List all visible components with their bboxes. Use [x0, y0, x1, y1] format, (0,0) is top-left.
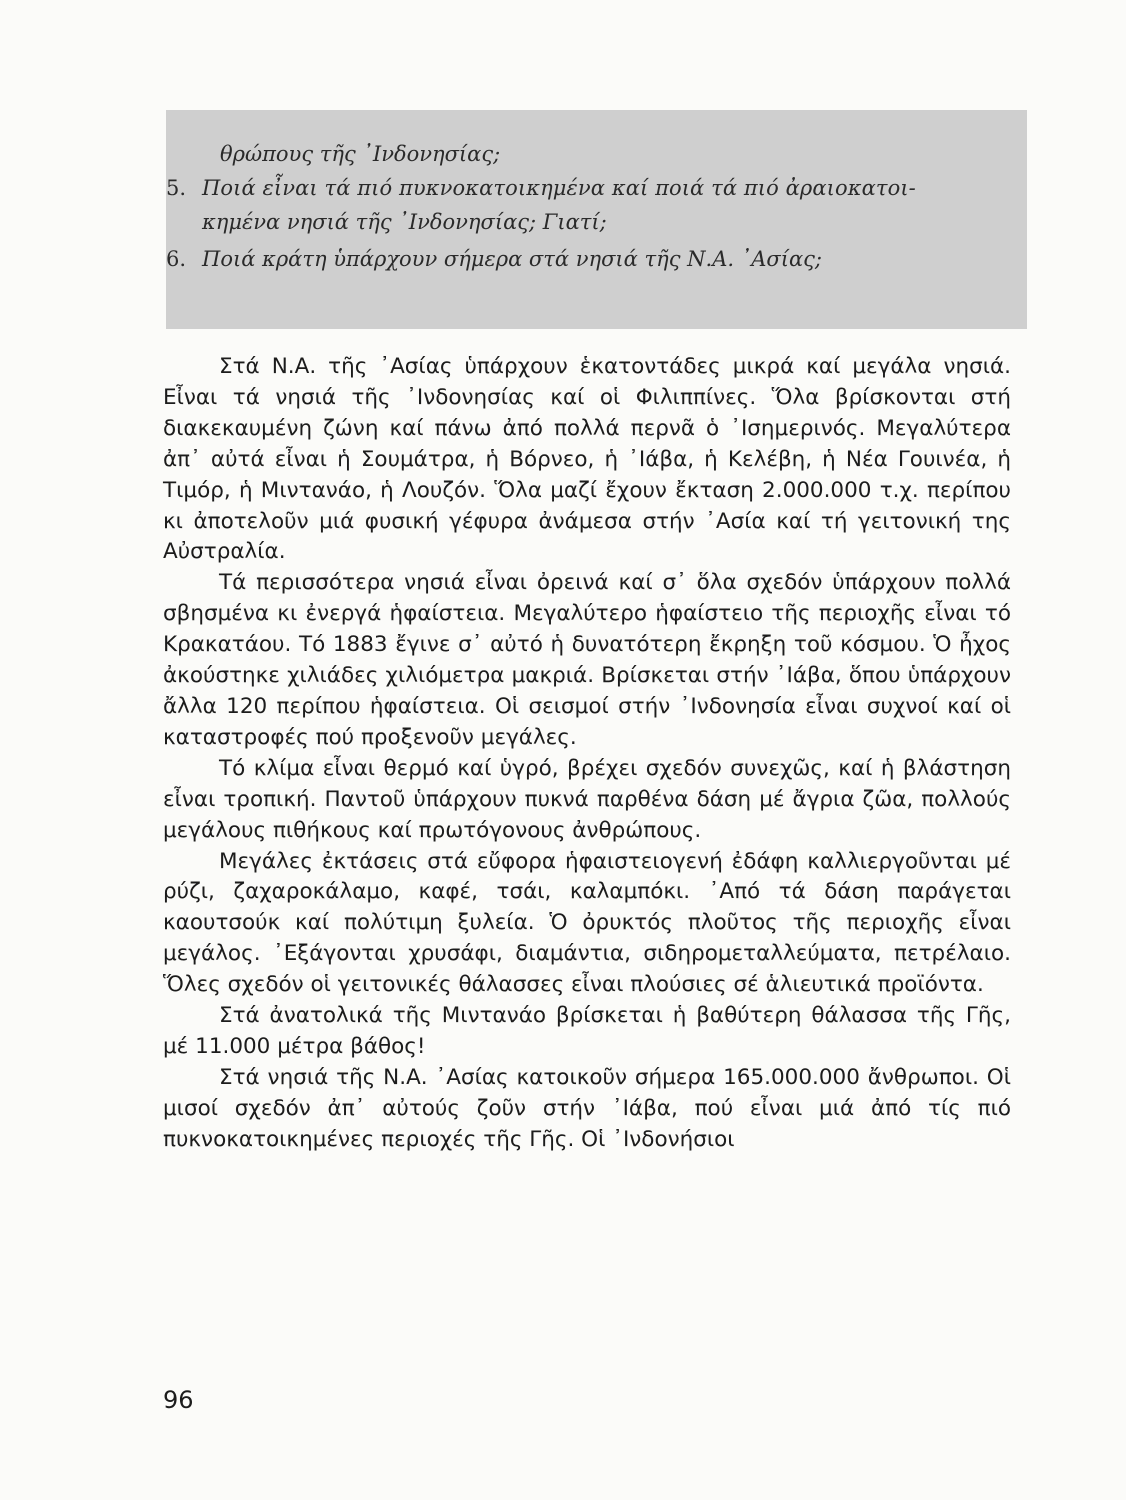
body-text [163, 352, 1011, 1156]
paragraph-islands: Στά Ν.Α. τῆς ᾿Ασίας ὑπάρχουν ἑκατοντάδες μικρά καί μεγάλα νησιά. Εἶναι τά νησιά τῆς ᾿Ινδονησίας καί οἱ Φιλιππίνες. Ὅλα βρίσκονται στή διακεκαυμένη ζώνη καί πάνω ἀπό πολλά περνᾶ ὁ ᾿Ισημερινός. Μεγαλύτερα ἀπ᾿ αὐτά εἶναι ἡ Σουμάτρα, ἡ Βόρνεο, ἡ ᾿Ιάβα, ἡ Κελέβη, ἡ Νέα Γουινέα, ἡ Τιμόρ, ἡ Μιντανάο, ἡ Λουζόν. Ὅλα μαζί ἔχουν ἔκταση 2.000.000 τ.χ. περίπου κι ἀποτελοῦν μιά φυσική γέφυρα ἀνάμεσα στήν ᾿Ασία καί τή γειτονική της Αὐστραλία. [163, 354, 1011, 565]
question-continuation: θρώπους τῆς ᾿Ινδονησίας; [220, 142, 501, 166]
paragraph-population: Στά νησιά τῆς Ν.Α. ᾿Ασίας κατοικοῦν σήμερα 165.000.000 ἄνθρωποι. Οἱ μισοί σχεδόν ἀπ᾿ αὐτούς ζοῦν στήν ᾿Ιάβα, πού εἶναι μιά ἀπό τίς πιό πυκνοκατοικημένες περιοχές τῆς Γῆς. Οἱ ᾿Ινδονήσιοι [163, 1064, 1011, 1152]
paragraph-climate: Τό κλίμα εἶναι θερμό καί ὑγρό, βρέχει σχεδόν συνεχῶς, καί ἡ βλάστηση εἶναι τροπική. Παντοῦ ὑπάρχουν πυκνά παρθένα δάση μέ ἄγρια ζῶα, πολλούς μεγάλους πιθήκους καί πρωτόγονους ἀνθρώπους. [163, 755, 1011, 843]
question-5-number: 5. [166, 176, 187, 200]
question-5-line-1: Ποιά εἶναι τά πιό πυκνοκατοικημένα καί ποιά τά πιό ἀραιοκατοι- [202, 176, 916, 200]
question-6-text: Ποιά κράτη ὑπάρχουν σήμερα στά νησιά τῆς Ν.Α. ᾿Ασίας; [202, 247, 822, 271]
question-6-number: 6. [166, 247, 187, 271]
paragraph-volcanoes: Τά περισσότερα νησιά εἶναι ὀρεινά καί σ᾿ ὅλα σχεδόν ὑπάρχουν πολλά σβησμένα κι ἐνεργά ἡφαίστεια. Μεγαλύτερο ἡφαίστειο τῆς περιοχῆς εἶναι τό Κρακατάου. Τό 1883 ἔγινε σ᾿ αὐτό ἡ δυνατότερη ἔκρηξη τοῦ κόσμου. Ὁ ἦχος ἀκούστηκε χιλιάδες χιλιόμετρα μακριά. Βρίσκεται στήν ᾿Ιάβα, ὅπου ὑπάρχουν ἄλλα 120 περίπου ἡφαίστεια. Οἱ σεισμοί στήν ᾿Ινδονησία εἶναι συχνοί καί οἱ καταστροφές πού προξενοῦν μεγάλες. [163, 570, 1011, 750]
page-number: 96 [163, 1386, 194, 1414]
questions-box [166, 110, 1027, 329]
paragraph-deepest-sea: Στά ἀνατολικά τῆς Μιντανάο βρίσκεται ἡ βαθύτερη θάλασσα τῆς Γῆς, μέ 11.000 μέτρα βάθος! [163, 1003, 1011, 1059]
question-5-line-2: κημένα νησιά τῆς ᾿Ινδονησίας; Γιατί; [202, 210, 607, 234]
paragraph-economy: Μεγάλες ἐκτάσεις στά εὔφορα ἡφαιστειογενή ἐδάφη καλλιεργοῦνται μέ ρύζι, ζαχαροκάλαμο, καφέ, τσάι, καλαμπόκι. ᾿Από τά δάση παράγεται καουτσούκ καί πολύτιμη ξυλεία. Ὁ ὀρυκτός πλοῦτος τῆς περιοχῆς εἶναι μεγάλος. ᾿Εξάγονται χρυσάφι, διαμάντια, σιδηρομεταλλεύματα, πετρέλαιο. Ὅλες σχεδόν οἱ γειτονικές θάλασσες εἶναι πλούσιες σέ ἁλιευτικά προϊόντα. [163, 848, 1011, 998]
